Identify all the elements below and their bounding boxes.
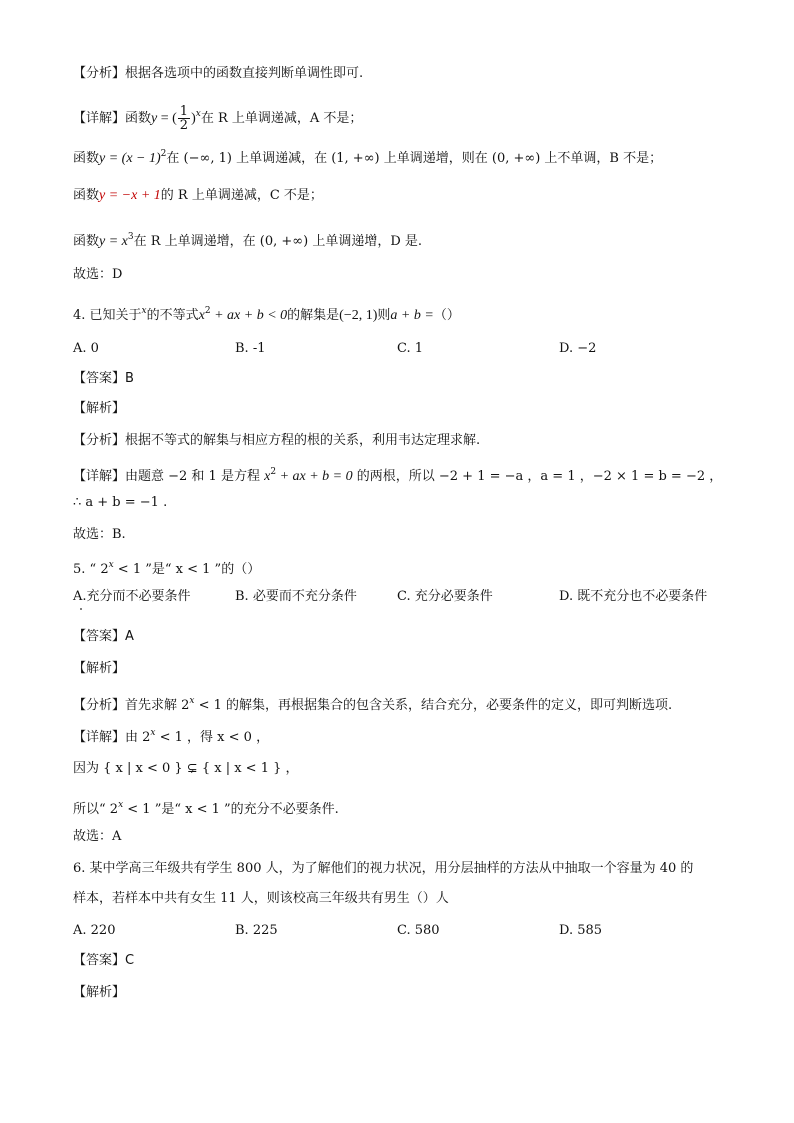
solution-label: 【解析】 xyxy=(73,985,126,1000)
answer-label: 【答案】A xyxy=(73,629,134,644)
question-4-stem: 4. 已知关于$^x$的不等式$x^2$ + ax + b < 0的解集是(−2, 1)则a + b =（） xyxy=(73,306,460,323)
conclusion-line: 所以“ $2^x < 1$ ”是“ x < 1 ”的充分不必要条件. xyxy=(73,800,339,817)
detail-line: 【详解】由题意 −2 和 1 是方程 $x^2$ + ax + b = 0 的两根，所以 −2 + 1 = −a ，a = 1 ，−2 × 1 = b = −2 ， xyxy=(73,467,723,484)
question-6-stem-2: 样本，若样本中共有女生 11 人，则该校高三年级共有男生（）人 xyxy=(73,891,449,906)
option-a: A. 0 xyxy=(73,341,99,356)
option-c: C. 1 xyxy=(397,341,424,356)
solution-label: 【解析】 xyxy=(73,401,126,416)
stray-dot xyxy=(80,608,82,610)
solution-label: 【解析】 xyxy=(73,661,126,676)
detail-line-c: 函数y = −x + 1的 R 上单调递减，C 不是； xyxy=(73,188,323,203)
option-b: B. -1 xyxy=(235,341,266,356)
option-b: B. 必要而不充分条件 xyxy=(235,589,357,604)
detail-line: 【详解】由 $2^x < 1$ ，得 x < 0 ， xyxy=(73,728,270,745)
choose-a: 故选：A xyxy=(73,829,122,844)
option-d: D. −2 xyxy=(559,341,597,356)
detail-line-b: 函数$y = (x - 1)^2$在 (−∞, 1) 上单调递减，在 (1, +∞) 上单调递增，则在 (0, +∞) 上不单调，B 不是； xyxy=(73,149,663,166)
option-a: A. 220 xyxy=(73,923,116,938)
question-6-stem-1: 6. 某中学高三年级共有学生 800 人，为了解他们的视力状况，用分层抽样的方法从中抽取一个容量为 40 的 xyxy=(73,861,694,876)
option-d: D. 585 xyxy=(559,923,603,938)
option-b: B. 225 xyxy=(235,923,278,938)
analysis-line: 【分析】首先求解 $2^x < 1$ 的解集，再根据集合的包含关系，结合充分，必要条件的定义，即可判断选项. xyxy=(73,696,673,713)
therefore-line: ∴ a + b = −1 . xyxy=(73,495,168,510)
option-a: A.充分而不必要条件 xyxy=(73,589,191,604)
question-5-stem: 5. “ $2^x < 1$ ”是“ x < 1 ”的（） xyxy=(73,560,261,577)
answer-label: 【答案】C xyxy=(73,953,135,968)
choose-b: 故选：B. xyxy=(73,527,126,542)
option-d: D. 既不充分也不必要条件 xyxy=(559,589,708,604)
choose-d: 故选：D xyxy=(73,267,123,282)
fraction-one-half: $\frac{1}{2}$ xyxy=(179,104,189,133)
detail-line-d: 函数$y = x^3$在 R 上单调递增，在 (0, +∞) 上单调递增，D 是. xyxy=(73,232,423,249)
analysis-line: 【分析】根据各选项中的函数直接判断单调性即可. xyxy=(73,66,364,81)
red-expression: y = −x + 1 xyxy=(99,188,161,203)
option-c: C. 充分必要条件 xyxy=(397,589,493,604)
answer-label: 【答案】B xyxy=(73,371,134,386)
option-c: C. 580 xyxy=(397,923,440,938)
because-line: 因为 { x | x < 0 } ⊊ { x | x < 1 } ， xyxy=(73,761,299,776)
analysis-line: 【分析】根据不等式的解集与相应方程的根的关系，利用韦达定理求解. xyxy=(73,433,481,448)
detail-line-a: 【详解】函数y = ( $\frac{1}{2}$ )$^x$在 R 上单调递减，A 不是； xyxy=(73,104,363,133)
